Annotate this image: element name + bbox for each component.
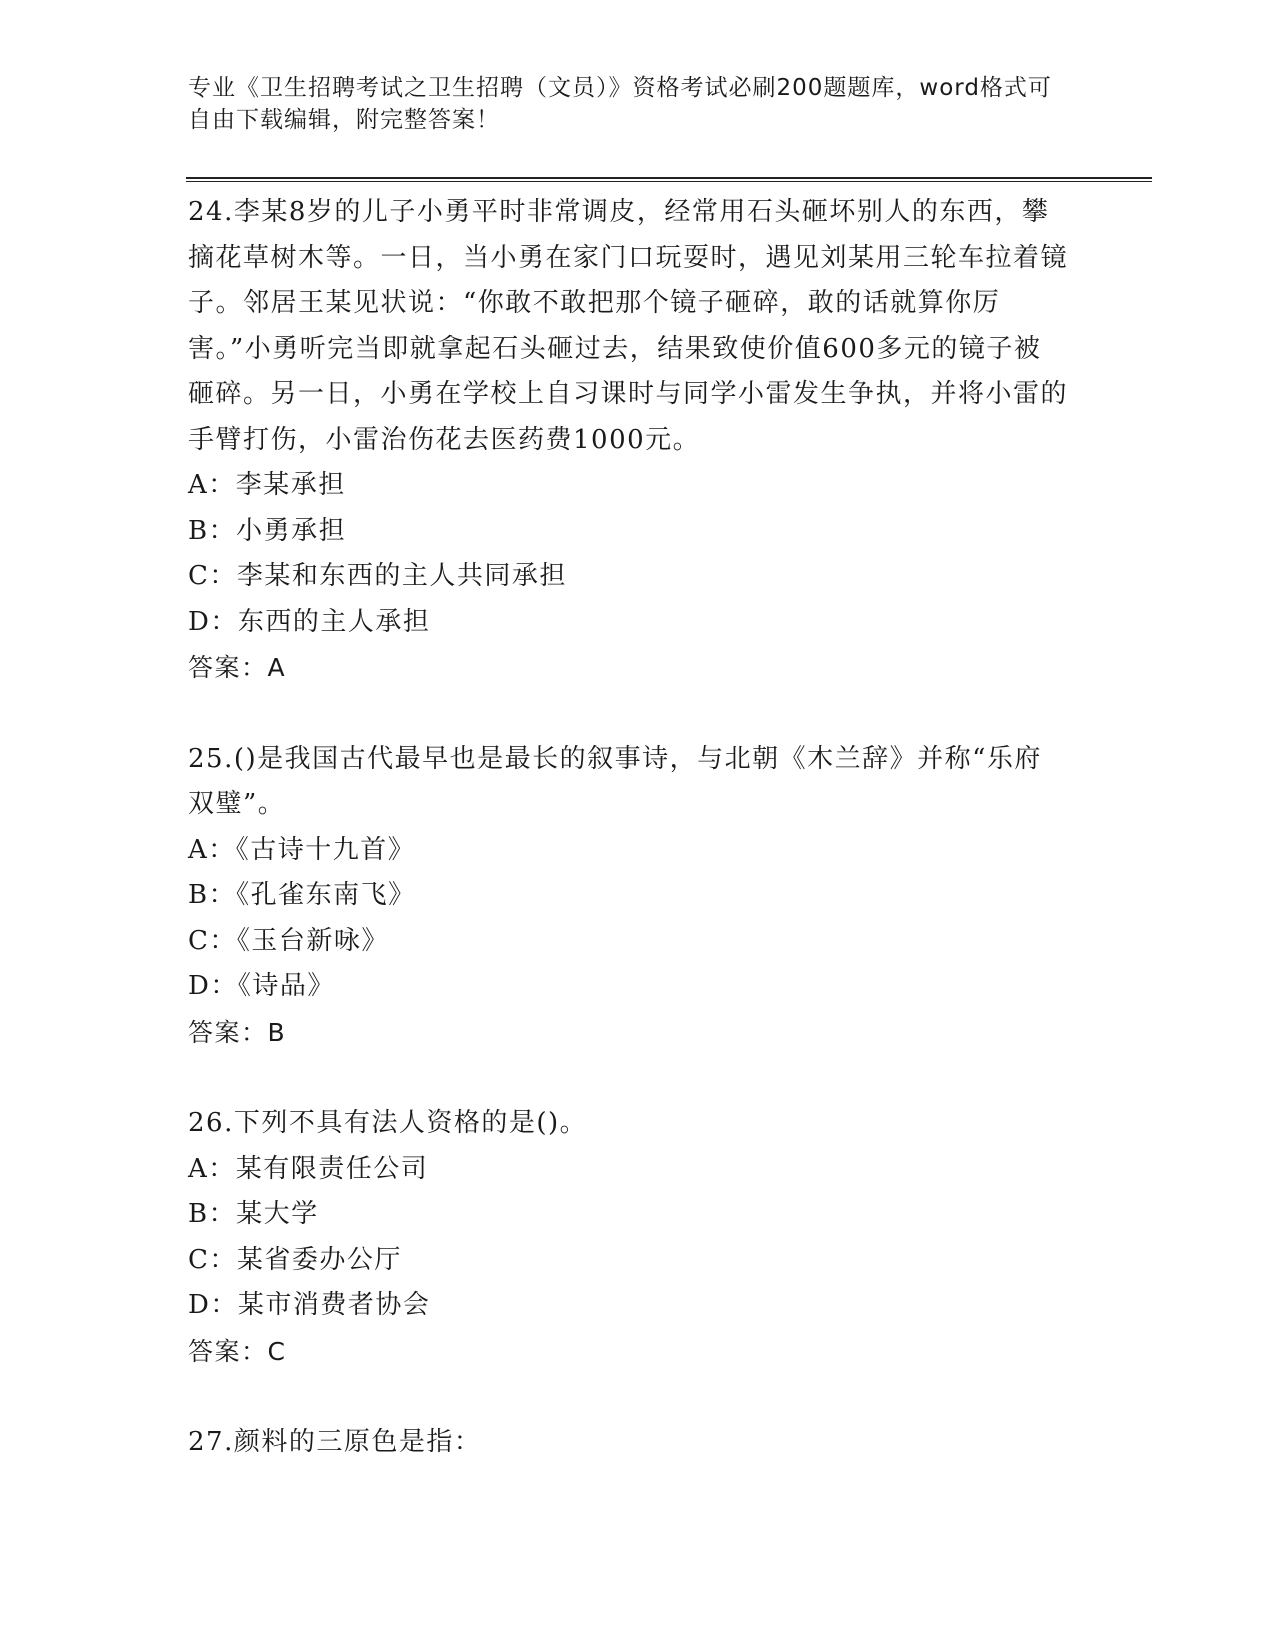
- option-d: D：东西的主人承担: [188, 606, 431, 637]
- spacer: [188, 1374, 1068, 1420]
- answer: 答案：B: [188, 1017, 287, 1047]
- header-divider: [186, 177, 1152, 182]
- option-c: C：李某和东西的主人共同承担: [188, 561, 567, 591]
- option-d: D：某市消费者协会: [188, 1290, 431, 1320]
- question-stem: 27.颜料的三原色是指：: [188, 1427, 482, 1457]
- document-header: 专业《卫生招聘考试之卫生招聘（文员）》资格考试必刷200题题库，word格式可自由下载编辑，附完整答案！: [188, 75, 1052, 133]
- question-24: [188, 190, 1068, 691]
- spacer: [188, 1055, 1068, 1101]
- option-b: B：《孔雀东南飞》: [188, 880, 416, 910]
- question-stem: 25.()是我国古代最早也是最长的叙事诗，与北朝《木兰辞》并称“乐府双璧”。: [188, 743, 1042, 819]
- question-stem: 26.下列不具有法人资格的是()。: [188, 1108, 588, 1138]
- answer: 答案：C: [188, 1336, 287, 1366]
- option-a: A：《古诗十九首》: [188, 834, 416, 865]
- option-c: C：《玉台新咏》: [188, 925, 389, 956]
- question-27: [188, 1420, 1068, 1466]
- option-d: D：《诗品》: [188, 971, 335, 1001]
- question-list: [188, 190, 1068, 1466]
- question-26: [188, 1101, 1068, 1374]
- option-b: B：小勇承担: [188, 515, 347, 546]
- option-c: C：某省委办公厅: [188, 1244, 402, 1275]
- question-25: [188, 737, 1068, 1056]
- option-a: A：李某承担: [188, 470, 346, 500]
- answer: 答案：A: [188, 653, 287, 682]
- option-b: B：某大学: [188, 1199, 319, 1229]
- option-a: A：某有限责任公司: [188, 1153, 429, 1184]
- spacer: [188, 691, 1068, 737]
- question-stem: 24.李某8岁的儿子小勇平时非常调皮，经常用石头砸坏别人的东西，攀摘花草树木等。一日，当小勇在家门口玩耍时，遇见刘某用三轮车拉着镜子。邻居王某见状说：“你敢不敢把那个镜子砸碎，敢的话就算你厉害。”小勇听完当即就拿起石头砸过去，结果致使价值600多元的镜子被砸碎。另一日，小勇在学校上自习课时与同学小雷发生争执，并将小雷的手臂打伤，小雷治伤花去医药费1000元。: [188, 197, 1069, 455]
